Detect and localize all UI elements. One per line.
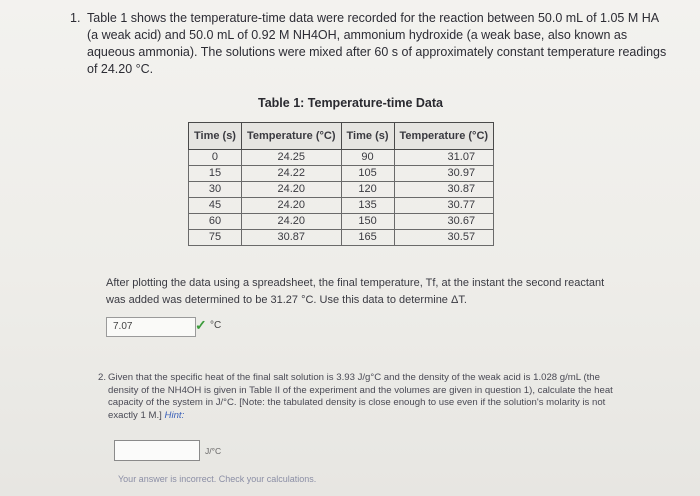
question-1-text: Table 1 shows the temperature-time data were recorded for the reaction between 50.0 mL of 1.05 M HA (a weak acid) and 50.0 mL of 0.92 M NH4OH, ammonium hydroxide (a weak base, also known as aqueous ammonia). The solutions were mixed after 60 s of approximately constant temperature readings of 24.20 °C. [87, 11, 667, 76]
table-cell: 24.25 [241, 150, 341, 166]
table-row [189, 166, 494, 182]
delta-t-instructions: After plotting the data using a spreadsheet, the final temperature, Tf, at the instant the second reactant was added was determined to be 31.27 °C. Use this data to determine ΔT. [106, 277, 605, 306]
table-cell: 30.67 [394, 214, 494, 230]
table-row [189, 182, 494, 198]
table-cell: 31.07 [394, 150, 494, 166]
table-cell: 30.77 [394, 198, 494, 214]
question-2-text: Given that the specific heat of the final salt solution is 3.93 J/g°C and the density of the weak acid is 1.028 g/mL (the density of the NH4OH is given in Table II of the experiment and the volumes are given in question 1), calculate the heat capacity of the system in J/°C. [Note: the tabulated density is close enough to use even if the solution's molarity is not exactly 1 M.] [108, 372, 613, 421]
table-cell: 120 [341, 182, 394, 198]
table-cell: 30 [189, 182, 242, 198]
table-cell: 150 [341, 214, 394, 230]
table-cell: 90 [341, 150, 394, 166]
table-cell: 30.57 [394, 230, 494, 246]
question-number: 2. [98, 372, 107, 383]
table-cell: 75 [189, 230, 242, 246]
table-cell: 45 [189, 198, 242, 214]
feedback-message: Your answer is incorrect. Check your calculations. [118, 474, 317, 484]
table-cell: 24.20 [241, 182, 341, 198]
heat-capacity-answer-input[interactable] [114, 440, 200, 461]
table-cell: 30.87 [394, 182, 494, 198]
table-cell: 24.20 [241, 198, 341, 214]
table-row [189, 150, 494, 166]
answer-unit: °C [210, 320, 222, 331]
question-1 [70, 10, 670, 78]
table-cell: 0 [189, 150, 242, 166]
table-cell: 30.97 [394, 166, 494, 182]
table-cell: 135 [341, 198, 394, 214]
table-cell: 30.87 [241, 230, 341, 246]
table-cell: 165 [341, 230, 394, 246]
table-row [189, 214, 494, 230]
check-icon: ✓ [195, 317, 207, 333]
table-cell: 24.20 [241, 214, 341, 230]
table-cell: 60 [189, 214, 242, 230]
table-header-row [189, 123, 494, 150]
answer-unit: J/°C [205, 446, 222, 456]
column-header: Time (s) [341, 123, 394, 150]
delta-t-answer-input[interactable]: 7.07 [106, 317, 196, 337]
column-header: Temperature (°C) [394, 123, 494, 150]
temperature-time-table [188, 122, 494, 246]
table-row [189, 198, 494, 214]
hint-link[interactable]: Hint: [164, 409, 185, 421]
question-2 [98, 372, 628, 422]
column-header: Time (s) [189, 123, 242, 150]
table-row [189, 230, 494, 246]
table-cell: 24.22 [241, 166, 341, 182]
table-cell: 15 [189, 166, 242, 182]
question-number: 1. [70, 11, 81, 25]
table-caption: Table 1: Temperature-time Data [258, 96, 444, 110]
table-cell: 105 [341, 166, 394, 182]
column-header: Temperature (°C) [241, 123, 341, 150]
